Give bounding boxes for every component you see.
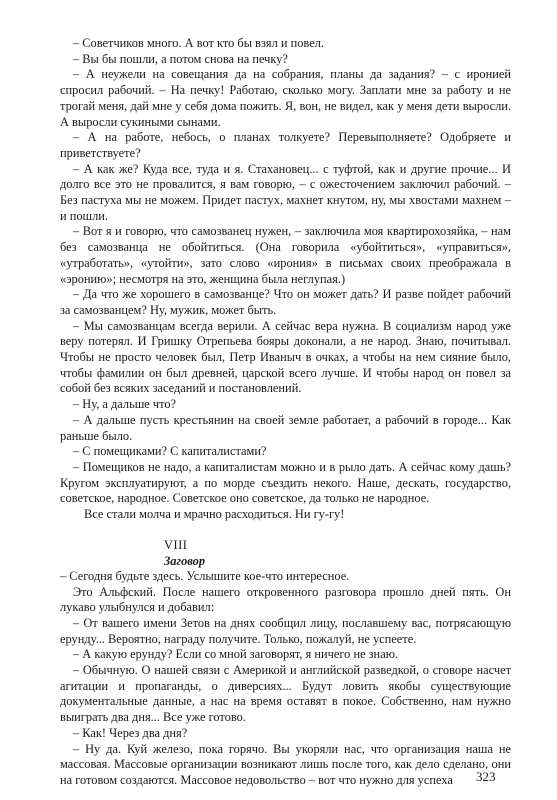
paragraph: – Да что же хорошего в самозванце? Что он может дать? И разве пойдет рабочий за самозванцем? Ну, мужик, может быть. — [60, 287, 511, 317]
page-number: 323 — [476, 769, 496, 784]
paragraph: Это Альфский. После нашего откровенного разговора прошло дней пять. Он лукаво улыбнулся и добавил: — [60, 584, 511, 615]
paragraph: – Вы бы пошли, а потом снова на печку? — [73, 51, 288, 66]
paragraph: – С помещиками? С капиталистами? — [73, 444, 267, 459]
paragraph: – Ну да. Куй железо, пока горячо. Вы укоряли нас, что организация наша не массовая. Массовые организации возникают лишь после того, как дело сделано, они на готовом создаются. Массовое недовольство – вот что нужно для успеха — [60, 741, 511, 787]
chapter-number: VIII — [164, 537, 188, 552]
paragraph: – А неужели на совещания да на собрания, планы да задания? – с иронией спросил рабочий. – На печку! Работаю, сколько могу. Заплати мне за работу и не трогай меня, дай мне у себя дома пожить. Я, вон, не видел, как у меня дети выросли. А выросли сукиными сынами. — [60, 67, 511, 129]
paragraph: – Сегодня будьте здесь. Услышите кое-что интересное. — [60, 568, 350, 583]
paragraph: – А какую ерунду? Если со мной заговорят, я ничего не знаю. — [73, 647, 399, 662]
paragraph: – Помещиков не надо, а капиталистам можно и в рыло дать. А сейчас кому дашь? Кругом эксплуатируют, а по морде съездить некого. Наше, дескать, государство, советское, народное. Советское оно советское, да только не народное. — [60, 459, 511, 506]
paragraph: – Мы самозванцам всегда верили. А сейчас вера нужна. В социализм народ уже веру потерял. И Гришку Отрепьева бояры доконали, а не народ. Знаю, почитывал. Чтобы не просто человек был, Петр Иваныч в очках, а чтобы на нем сияние было, чтобы фамилии он был древней, царской всего лучше. И чтобы народ он повел за собой без всяких заседаний и постановлений. — [60, 318, 511, 396]
paragraph: – А как же? Куда все, туда и я. Стахановец... с туфтой, как и другие прочие... И долго все это не провалится, я вам говорю, – с ожесточением заключил рабочий. – Без пастуха мы не можем. Придет пастух, махнет кнутом, ну, мы хвостами махнем – и пошли. — [60, 161, 511, 223]
paragraph: Все стали молча и мрачно расходиться. Ни гу-гу! — [84, 507, 345, 522]
paragraph: – Обычную. О нашей связи с Америкой и английской разведкой, о сговоре насчет агитации и пропаганды, о диверсиях... Будут ловить якобы существующие документальные данные, а нас на время оставят в покое. Собственно, нам нужно выиграть два дня... Все уже готово. — [60, 663, 511, 725]
paragraph: – Советчиков много. А вот кто бы взял и повел. — [73, 36, 324, 50]
paragraph: – А на работе, небось, о планах толкуете? Перевыполняете? Одобряете и приветствуете? — [60, 130, 511, 160]
paragraph: – Ну, а дальше что? — [73, 397, 177, 412]
page-text-block — [60, 36, 511, 789]
chapter-title: Заговор — [164, 553, 206, 568]
paragraph: – А дальше пусть крестьянин на своей земле работает, а рабочий в городе... Как раньше было. — [60, 412, 511, 443]
paragraph: – Как! Через два дня? — [73, 725, 188, 740]
paragraph: – Вот я и говорю, что самозванец нужен, – заключила моя квартирохозяйка, – нам без самозванца не обойтиться. (Она говорила «убойтиться», «управиться», «утработать», «утойти», зато слово «ирония» в письмах своих преображала в «эронию»; несмотря на это, женщина была неглупая.) — [60, 224, 511, 286]
chapter-heading — [60, 537, 511, 569]
paragraph: – От вашего имени Зетов на днях сообщил лицу, пославшему вас, потрясающую ерунду... Вероятно, награду получите. Только, пожалуй, не успеете. — [60, 615, 511, 646]
